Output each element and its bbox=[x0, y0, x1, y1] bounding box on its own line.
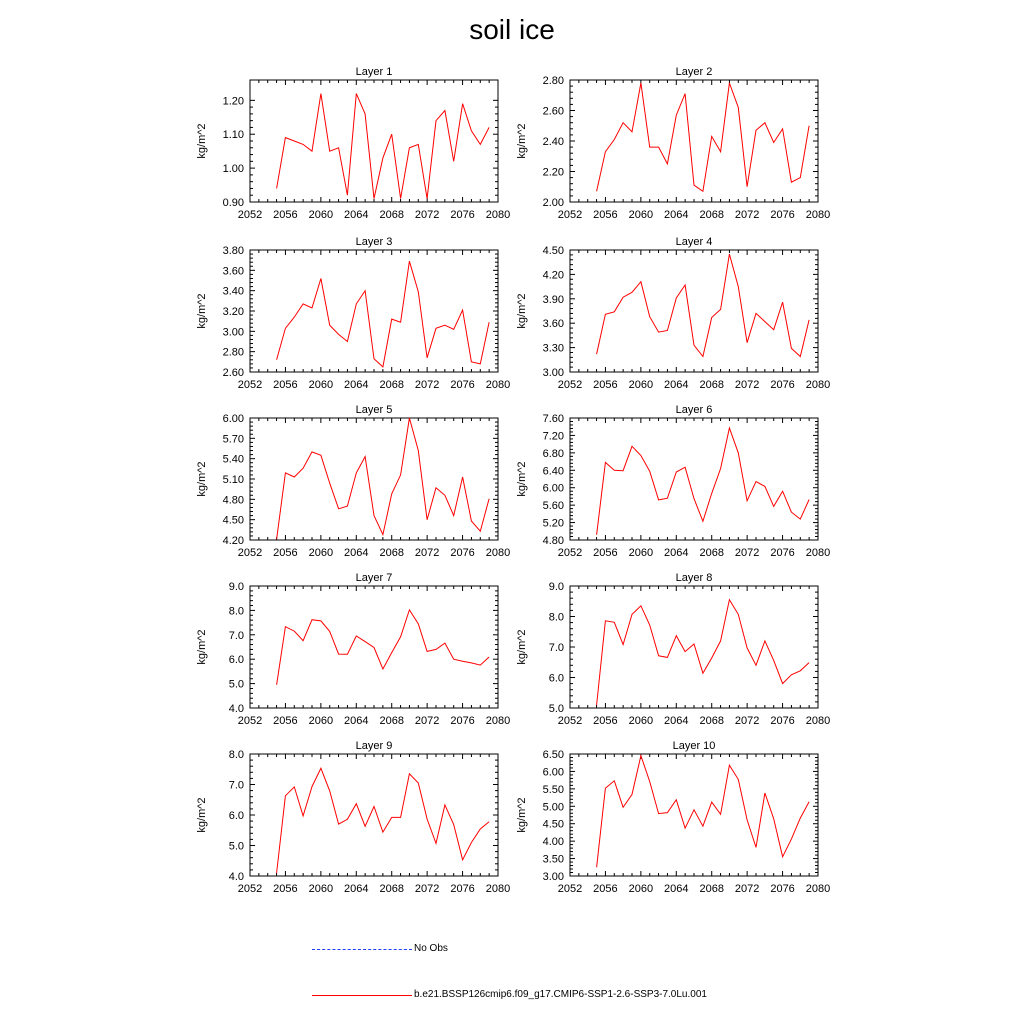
y-tick-label: 7.0 bbox=[548, 642, 564, 654]
x-tick-label: 2076 bbox=[770, 379, 795, 391]
x-tick-label: 2052 bbox=[237, 379, 263, 391]
y-tick-label: 7.0 bbox=[228, 779, 244, 792]
x-tick-label: 2072 bbox=[414, 883, 440, 895]
y-axis-label: kg/m^2 bbox=[196, 461, 208, 497]
x-tick-label: 2064 bbox=[664, 209, 689, 221]
x-tick-label: 2068 bbox=[699, 883, 724, 895]
y-tick-label: 3.90 bbox=[542, 293, 564, 306]
y-tick-label: 2.00 bbox=[542, 197, 564, 209]
plot-frame bbox=[570, 250, 818, 372]
y-axis-label: kg/m^2 bbox=[516, 629, 528, 665]
series-line bbox=[277, 94, 490, 199]
legend-obs-line bbox=[312, 949, 412, 950]
y-tick-label: 6.00 bbox=[222, 413, 244, 425]
chart-panel-layer-10 bbox=[516, 740, 830, 895]
panel-title: Layer 6 bbox=[675, 404, 713, 416]
x-tick-label: 2068 bbox=[699, 379, 724, 391]
y-tick-label: 3.30 bbox=[542, 342, 564, 355]
y-tick-label: 3.60 bbox=[542, 318, 564, 331]
y-tick-label: 1.10 bbox=[222, 129, 244, 142]
x-tick-label: 2072 bbox=[414, 547, 440, 559]
y-tick-label: 4.50 bbox=[542, 818, 564, 831]
y-axis-label: kg/m^2 bbox=[196, 629, 208, 665]
x-tick-label: 2076 bbox=[450, 209, 475, 221]
x-tick-label: 2056 bbox=[593, 715, 618, 727]
page-title: soil ice bbox=[469, 14, 555, 45]
y-tick-label: 3.60 bbox=[222, 265, 244, 278]
y-tick-label: 6.0 bbox=[228, 810, 244, 822]
y-tick-label: 2.60 bbox=[222, 367, 244, 379]
panel-title: Layer 3 bbox=[355, 236, 393, 248]
panel-title: Layer 10 bbox=[672, 740, 716, 752]
plot-frame bbox=[570, 418, 818, 540]
y-tick-label: 6.00 bbox=[542, 482, 564, 495]
y-tick-label: 3.00 bbox=[542, 871, 564, 883]
y-tick-label: 5.70 bbox=[222, 433, 244, 446]
x-tick-label: 2064 bbox=[344, 209, 369, 221]
panel-title: Layer 8 bbox=[675, 572, 713, 584]
y-tick-label: 2.20 bbox=[542, 166, 564, 179]
x-tick-label: 2080 bbox=[485, 715, 511, 727]
y-tick-label: 3.80 bbox=[222, 245, 244, 257]
y-tick-label: 8.0 bbox=[228, 749, 244, 761]
x-tick-label: 2060 bbox=[308, 715, 334, 727]
y-tick-label: 4.00 bbox=[542, 836, 564, 849]
x-tick-label: 2080 bbox=[805, 209, 831, 221]
x-tick-label: 2072 bbox=[414, 715, 440, 727]
y-tick-label: 4.0 bbox=[228, 871, 244, 883]
y-tick-label: 4.20 bbox=[222, 535, 244, 547]
y-tick-label: 5.60 bbox=[542, 500, 564, 513]
chart-panel-layer-3 bbox=[196, 236, 510, 391]
panel-title: Layer 9 bbox=[355, 740, 393, 752]
x-tick-label: 2068 bbox=[699, 209, 724, 221]
x-tick-label: 2080 bbox=[805, 547, 831, 559]
chart-panel-layer-8 bbox=[516, 572, 830, 727]
chart-panel-layer-1 bbox=[196, 66, 510, 221]
x-tick-label: 2060 bbox=[308, 883, 334, 895]
series-line bbox=[597, 428, 810, 535]
y-tick-label: 3.00 bbox=[222, 326, 244, 339]
legend-model-line bbox=[312, 995, 412, 996]
x-tick-label: 2064 bbox=[344, 547, 369, 559]
y-tick-label: 5.0 bbox=[548, 703, 564, 715]
x-tick-label: 2068 bbox=[379, 547, 404, 559]
x-tick-label: 2064 bbox=[664, 883, 689, 895]
x-tick-label: 2080 bbox=[485, 883, 511, 895]
series-line bbox=[597, 83, 810, 191]
plot-frame bbox=[570, 754, 818, 876]
x-tick-label: 2056 bbox=[593, 379, 618, 391]
chart-panel-layer-9 bbox=[196, 740, 510, 895]
y-tick-label: 5.0 bbox=[228, 840, 244, 853]
x-tick-label: 2056 bbox=[273, 715, 298, 727]
y-axis-label: kg/m^2 bbox=[516, 123, 528, 159]
y-tick-label: 4.80 bbox=[222, 494, 244, 507]
panel-title: Layer 4 bbox=[675, 236, 713, 248]
panel-title: Layer 2 bbox=[675, 66, 713, 78]
x-tick-label: 2080 bbox=[805, 715, 831, 727]
y-tick-label: 4.0 bbox=[228, 703, 244, 715]
x-tick-label: 2076 bbox=[770, 883, 795, 895]
x-tick-label: 2068 bbox=[699, 547, 724, 559]
x-tick-label: 2056 bbox=[593, 209, 618, 221]
y-tick-label: 7.0 bbox=[228, 629, 244, 642]
y-tick-label: 5.0 bbox=[228, 678, 244, 691]
x-tick-label: 2080 bbox=[485, 547, 511, 559]
y-tick-label: 2.40 bbox=[542, 136, 564, 148]
y-tick-label: 6.80 bbox=[542, 447, 564, 460]
x-tick-label: 2056 bbox=[273, 209, 298, 221]
panel-title: Layer 5 bbox=[355, 404, 393, 416]
x-tick-label: 2068 bbox=[379, 379, 404, 391]
y-tick-label: 3.40 bbox=[222, 285, 244, 298]
y-tick-label: 3.00 bbox=[542, 367, 564, 379]
y-tick-label: 2.60 bbox=[542, 105, 564, 118]
y-tick-label: 5.40 bbox=[222, 453, 244, 466]
x-tick-label: 2076 bbox=[450, 883, 475, 895]
y-tick-label: 4.50 bbox=[222, 514, 244, 527]
x-tick-label: 2072 bbox=[734, 547, 760, 559]
y-tick-label: 5.10 bbox=[222, 474, 244, 486]
y-axis-label: kg/m^2 bbox=[516, 797, 528, 833]
x-tick-label: 2072 bbox=[734, 379, 760, 391]
series-line bbox=[277, 418, 490, 539]
series-line bbox=[597, 254, 810, 356]
x-tick-label: 2056 bbox=[273, 883, 298, 895]
y-tick-label: 6.40 bbox=[542, 465, 564, 478]
x-tick-label: 2064 bbox=[344, 715, 369, 727]
x-tick-label: 2060 bbox=[628, 209, 654, 221]
y-tick-label: 4.50 bbox=[542, 245, 564, 257]
x-tick-label: 2052 bbox=[557, 379, 583, 391]
x-tick-label: 2056 bbox=[593, 547, 618, 559]
series-line bbox=[277, 610, 490, 685]
y-tick-label: 6.0 bbox=[228, 654, 244, 667]
y-tick-label: 5.00 bbox=[542, 801, 564, 814]
x-tick-label: 2052 bbox=[237, 883, 263, 895]
x-tick-label: 2056 bbox=[273, 379, 298, 391]
x-tick-label: 2068 bbox=[379, 883, 404, 895]
plot-frame bbox=[250, 250, 498, 372]
x-tick-label: 2060 bbox=[628, 379, 654, 391]
x-tick-label: 2060 bbox=[628, 715, 654, 727]
y-tick-label: 4.80 bbox=[542, 535, 564, 547]
x-tick-label: 2064 bbox=[664, 379, 689, 391]
x-tick-label: 2064 bbox=[344, 883, 369, 895]
y-tick-label: 6.00 bbox=[542, 766, 564, 779]
y-axis-label: kg/m^2 bbox=[196, 797, 208, 833]
x-tick-label: 2052 bbox=[237, 209, 263, 221]
x-tick-label: 2052 bbox=[237, 715, 263, 727]
y-axis-label: kg/m^2 bbox=[516, 293, 528, 329]
panel-title: Layer 7 bbox=[355, 572, 393, 584]
x-tick-label: 2072 bbox=[734, 209, 760, 221]
x-tick-label: 2064 bbox=[664, 715, 689, 727]
y-tick-label: 6.50 bbox=[542, 749, 564, 761]
y-tick-label: 6.0 bbox=[548, 672, 564, 685]
series-line bbox=[597, 600, 810, 705]
x-tick-label: 2060 bbox=[308, 547, 334, 559]
plot-frame bbox=[570, 586, 818, 708]
y-tick-label: 3.50 bbox=[542, 853, 564, 866]
y-tick-label: 8.0 bbox=[228, 605, 244, 618]
x-tick-label: 2068 bbox=[699, 715, 724, 727]
series-line bbox=[597, 756, 810, 868]
series-line bbox=[277, 768, 490, 873]
x-tick-label: 2056 bbox=[273, 547, 298, 559]
x-tick-label: 2072 bbox=[734, 883, 760, 895]
y-tick-label: 5.20 bbox=[542, 517, 564, 530]
y-tick-label: 1.20 bbox=[222, 95, 244, 108]
x-tick-label: 2060 bbox=[308, 209, 334, 221]
y-tick-label: 5.50 bbox=[542, 783, 564, 796]
x-tick-label: 2080 bbox=[485, 209, 511, 221]
plot-frame bbox=[250, 418, 498, 540]
x-tick-label: 2052 bbox=[237, 547, 263, 559]
legend-obs-label: No Obs bbox=[414, 943, 448, 954]
x-tick-label: 2076 bbox=[450, 715, 475, 727]
x-tick-label: 2068 bbox=[379, 715, 404, 727]
x-tick-label: 2052 bbox=[557, 883, 583, 895]
y-tick-label: 3.20 bbox=[222, 306, 244, 318]
x-tick-label: 2076 bbox=[450, 547, 475, 559]
x-tick-label: 2060 bbox=[628, 883, 654, 895]
plot-frame bbox=[250, 80, 498, 202]
x-tick-label: 2064 bbox=[664, 547, 689, 559]
series-line bbox=[277, 261, 490, 367]
chart-panel-layer-7 bbox=[196, 572, 510, 727]
panel-title: Layer 1 bbox=[355, 66, 393, 78]
chart-panel-layer-5 bbox=[196, 404, 510, 559]
x-tick-label: 2072 bbox=[734, 715, 760, 727]
y-axis-label: kg/m^2 bbox=[196, 123, 208, 159]
x-tick-label: 2072 bbox=[414, 209, 440, 221]
y-tick-label: 7.20 bbox=[542, 430, 564, 443]
y-tick-label: 2.80 bbox=[542, 75, 564, 87]
x-tick-label: 2052 bbox=[557, 547, 583, 559]
chart-panel-layer-6 bbox=[516, 404, 830, 559]
y-axis-label: kg/m^2 bbox=[196, 293, 208, 329]
y-tick-label: 9.0 bbox=[548, 581, 564, 593]
y-tick-label: 1.00 bbox=[222, 163, 244, 176]
x-tick-label: 2076 bbox=[770, 209, 795, 221]
x-tick-label: 2080 bbox=[805, 379, 831, 391]
plot-frame bbox=[250, 754, 498, 876]
x-tick-label: 2052 bbox=[557, 209, 583, 221]
x-tick-label: 2060 bbox=[628, 547, 654, 559]
x-tick-label: 2080 bbox=[805, 883, 831, 895]
y-tick-label: 9.0 bbox=[228, 581, 244, 593]
x-tick-label: 2076 bbox=[770, 715, 795, 727]
x-tick-label: 2064 bbox=[344, 379, 369, 391]
x-tick-label: 2080 bbox=[485, 379, 511, 391]
y-axis-label: kg/m^2 bbox=[516, 461, 528, 497]
x-tick-label: 2060 bbox=[308, 379, 334, 391]
chart-panel-layer-2 bbox=[516, 66, 830, 221]
y-tick-label: 2.80 bbox=[222, 346, 244, 359]
chart-panel-layer-4 bbox=[516, 236, 830, 391]
x-tick-label: 2068 bbox=[379, 209, 404, 221]
y-tick-label: 0.90 bbox=[222, 197, 244, 209]
y-tick-label: 4.20 bbox=[542, 269, 564, 282]
x-tick-label: 2052 bbox=[557, 715, 583, 727]
x-tick-label: 2072 bbox=[414, 379, 440, 391]
x-tick-label: 2076 bbox=[450, 379, 475, 391]
y-tick-label: 8.0 bbox=[548, 611, 564, 624]
x-tick-label: 2076 bbox=[770, 547, 795, 559]
x-tick-label: 2056 bbox=[593, 883, 618, 895]
y-tick-label: 7.60 bbox=[542, 413, 564, 425]
legend-model-label: b.e21.BSSP126cmip6.f09_g17.CMIP6-SSP1-2.6-SSP3-7.0Lu.001 bbox=[414, 989, 707, 1000]
